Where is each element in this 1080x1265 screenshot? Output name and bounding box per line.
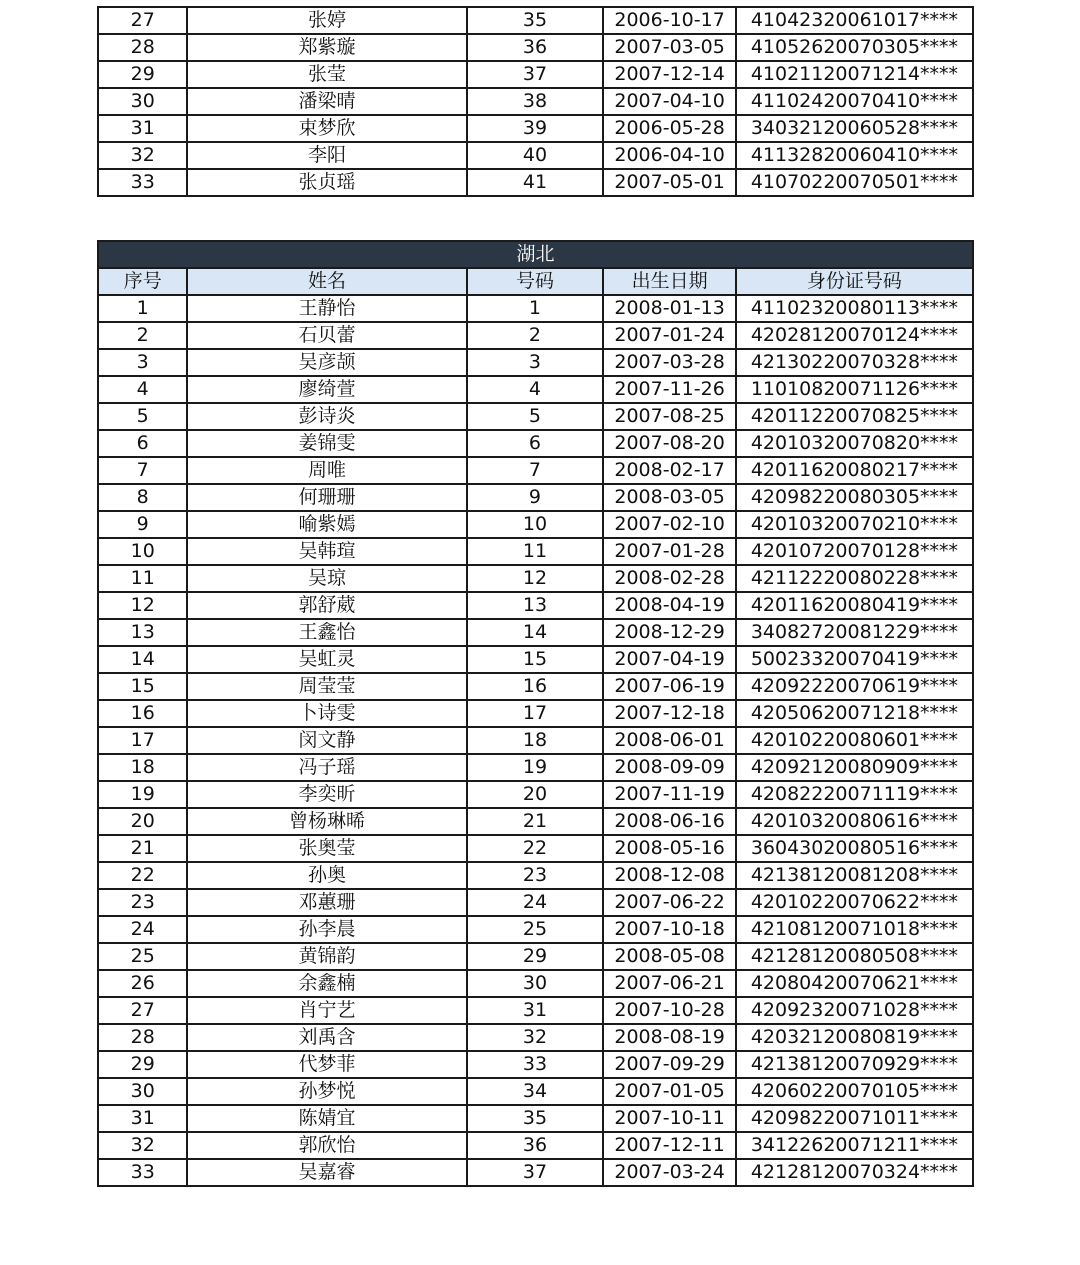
table-row xyxy=(98,1051,973,1078)
cell-birth-date: 2008-05-16 xyxy=(603,835,736,862)
cell-number: 12 xyxy=(467,565,604,592)
cell-name: 吴嘉睿 xyxy=(187,1159,466,1186)
cell-id-number: 42010220080601**** xyxy=(736,727,973,754)
cell-number: 37 xyxy=(467,1159,604,1186)
table-row xyxy=(98,7,973,34)
cell-name: 余鑫楠 xyxy=(187,970,466,997)
cell-id-number: 42130220070328**** xyxy=(736,349,973,376)
cell-id-number: 34122620071211**** xyxy=(736,1132,973,1159)
cell-birth-date: 2007-10-11 xyxy=(603,1105,736,1132)
cell-id-number: 42092220070619**** xyxy=(736,673,973,700)
cell-birth-date: 2006-10-17 xyxy=(603,7,736,34)
cell-id-number: 41042320061017**** xyxy=(736,7,973,34)
cell-seq: 21 xyxy=(98,835,187,862)
cell-number: 32 xyxy=(467,1024,604,1051)
cell-name: 刘禹含 xyxy=(187,1024,466,1051)
cell-name: 吴琼 xyxy=(187,565,466,592)
cell-seq: 11 xyxy=(98,565,187,592)
cell-id-number: 42080420070621**** xyxy=(736,970,973,997)
cell-number: 7 xyxy=(467,457,604,484)
table-row xyxy=(98,673,973,700)
cell-birth-date: 2007-10-18 xyxy=(603,916,736,943)
table-row xyxy=(98,997,973,1024)
cell-id-number: 41021120071214**** xyxy=(736,61,973,88)
cell-birth-date: 2007-03-24 xyxy=(603,1159,736,1186)
table-row xyxy=(98,565,973,592)
cell-seq: 31 xyxy=(98,1105,187,1132)
cell-number: 17 xyxy=(467,700,604,727)
cell-number: 33 xyxy=(467,1051,604,1078)
cell-number: 41 xyxy=(467,169,604,196)
table-row xyxy=(98,781,973,808)
cell-id-number: 42092120080909**** xyxy=(736,754,973,781)
cell-seq: 9 xyxy=(98,511,187,538)
region-title-row xyxy=(98,241,973,268)
cell-seq: 30 xyxy=(98,1078,187,1105)
cell-name: 周唯 xyxy=(187,457,466,484)
cell-id-number: 42128120070324**** xyxy=(736,1159,973,1186)
cell-birth-date: 2007-12-18 xyxy=(603,700,736,727)
table-row xyxy=(98,457,973,484)
cell-name: 潘梁晴 xyxy=(187,88,466,115)
cell-birth-date: 2007-04-10 xyxy=(603,88,736,115)
cell-name: 郭舒葳 xyxy=(187,592,466,619)
cell-id-number: 42011620080217**** xyxy=(736,457,973,484)
header-birth-date: 出生日期 xyxy=(603,268,736,295)
cell-birth-date: 2008-09-09 xyxy=(603,754,736,781)
cell-birth-date: 2008-04-19 xyxy=(603,592,736,619)
header-name: 姓名 xyxy=(187,268,466,295)
cell-id-number: 34032120060528**** xyxy=(736,115,973,142)
cell-seq: 16 xyxy=(98,700,187,727)
cell-name: 张婷 xyxy=(187,7,466,34)
cell-birth-date: 2007-11-19 xyxy=(603,781,736,808)
table-row xyxy=(98,349,973,376)
cell-name: 代梦菲 xyxy=(187,1051,466,1078)
table-row xyxy=(98,295,973,322)
cell-name: 王静怡 xyxy=(187,295,466,322)
cell-birth-date: 2007-12-11 xyxy=(603,1132,736,1159)
cell-seq: 23 xyxy=(98,889,187,916)
cell-name: 廖绮萱 xyxy=(187,376,466,403)
cell-number: 34 xyxy=(467,1078,604,1105)
cell-number: 14 xyxy=(467,619,604,646)
cell-birth-date: 2007-06-22 xyxy=(603,889,736,916)
cell-id-number: 42010720070128**** xyxy=(736,538,973,565)
cell-birth-date: 2007-12-14 xyxy=(603,61,736,88)
table-row xyxy=(98,34,973,61)
table-row xyxy=(98,889,973,916)
cell-birth-date: 2007-01-24 xyxy=(603,322,736,349)
cell-seq: 27 xyxy=(98,997,187,1024)
previous-team-rows xyxy=(98,7,973,196)
cell-birth-date: 2007-01-05 xyxy=(603,1078,736,1105)
table-row xyxy=(98,538,973,565)
cell-birth-date: 2006-04-10 xyxy=(603,142,736,169)
cell-id-number: 42092320071028**** xyxy=(736,997,973,1024)
cell-birth-date: 2006-05-28 xyxy=(603,115,736,142)
cell-seq: 29 xyxy=(98,1051,187,1078)
cell-number: 22 xyxy=(467,835,604,862)
table-row xyxy=(98,322,973,349)
table-row xyxy=(98,754,973,781)
cell-seq: 28 xyxy=(98,34,187,61)
cell-name: 张贞瑶 xyxy=(187,169,466,196)
cell-birth-date: 2007-02-10 xyxy=(603,511,736,538)
cell-number: 35 xyxy=(467,7,604,34)
cell-seq: 1 xyxy=(98,295,187,322)
cell-name: 何珊珊 xyxy=(187,484,466,511)
hubei-team-rows xyxy=(98,295,973,1186)
header-seq: 序号 xyxy=(98,268,187,295)
cell-number: 18 xyxy=(467,727,604,754)
cell-number: 4 xyxy=(467,376,604,403)
cell-id-number: 42138120070929**** xyxy=(736,1051,973,1078)
cell-id-number: 42138120081208**** xyxy=(736,862,973,889)
cell-seq: 33 xyxy=(98,169,187,196)
cell-number: 15 xyxy=(467,646,604,673)
cell-number: 10 xyxy=(467,511,604,538)
cell-name: 吴韩瑄 xyxy=(187,538,466,565)
cell-seq: 18 xyxy=(98,754,187,781)
cell-id-number: 42010320080616**** xyxy=(736,808,973,835)
table-row xyxy=(98,61,973,88)
table-row xyxy=(98,115,973,142)
table-row xyxy=(98,430,973,457)
table-row xyxy=(98,700,973,727)
cell-id-number: 42112220080228**** xyxy=(736,565,973,592)
region-title: 湖北 xyxy=(98,241,973,268)
cell-seq: 3 xyxy=(98,349,187,376)
cell-seq: 32 xyxy=(98,1132,187,1159)
cell-number: 5 xyxy=(467,403,604,430)
cell-seq: 19 xyxy=(98,781,187,808)
table-row xyxy=(98,1078,973,1105)
table-row xyxy=(98,619,973,646)
cell-name: 喻紫嫣 xyxy=(187,511,466,538)
cell-id-number: 42032120080819**** xyxy=(736,1024,973,1051)
cell-seq: 4 xyxy=(98,376,187,403)
cell-id-number: 34082720081229**** xyxy=(736,619,973,646)
cell-name: 孙梦悦 xyxy=(187,1078,466,1105)
cell-name: 闵文静 xyxy=(187,727,466,754)
cell-number: 37 xyxy=(467,61,604,88)
cell-id-number: 42050620071218**** xyxy=(736,700,973,727)
cell-id-number: 50023320070419**** xyxy=(736,646,973,673)
cell-name: 陈婧宜 xyxy=(187,1105,466,1132)
cell-seq: 7 xyxy=(98,457,187,484)
cell-number: 6 xyxy=(467,430,604,457)
cell-birth-date: 2007-11-26 xyxy=(603,376,736,403)
cell-seq: 12 xyxy=(98,592,187,619)
cell-birth-date: 2007-10-28 xyxy=(603,997,736,1024)
table-row xyxy=(98,970,973,997)
cell-number: 40 xyxy=(467,142,604,169)
cell-number: 9 xyxy=(467,484,604,511)
previous-team-table xyxy=(97,6,974,197)
table-row xyxy=(98,142,973,169)
cell-number: 25 xyxy=(467,916,604,943)
cell-seq: 24 xyxy=(98,916,187,943)
table-row xyxy=(98,88,973,115)
cell-number: 38 xyxy=(467,88,604,115)
cell-birth-date: 2007-06-19 xyxy=(603,673,736,700)
cell-name: 吴虹灵 xyxy=(187,646,466,673)
cell-seq: 5 xyxy=(98,403,187,430)
table-row xyxy=(98,1159,973,1186)
cell-number: 16 xyxy=(467,673,604,700)
cell-name: 张奥莹 xyxy=(187,835,466,862)
cell-id-number: 41102320080113**** xyxy=(736,295,973,322)
cell-number: 21 xyxy=(467,808,604,835)
cell-seq: 32 xyxy=(98,142,187,169)
cell-id-number: 42060220070105**** xyxy=(736,1078,973,1105)
cell-birth-date: 2008-05-08 xyxy=(603,943,736,970)
cell-number: 2 xyxy=(467,322,604,349)
cell-name: 石贝蕾 xyxy=(187,322,466,349)
cell-name: 吴彦颉 xyxy=(187,349,466,376)
cell-name: 肖宁艺 xyxy=(187,997,466,1024)
cell-name: 张莹 xyxy=(187,61,466,88)
table-row xyxy=(98,1105,973,1132)
header-number: 号码 xyxy=(467,268,604,295)
table-row xyxy=(98,376,973,403)
hubei-team-table xyxy=(97,240,974,1187)
cell-name: 黄锦韵 xyxy=(187,943,466,970)
cell-number: 3 xyxy=(467,349,604,376)
cell-name: 王鑫怡 xyxy=(187,619,466,646)
table-row xyxy=(98,835,973,862)
table-row xyxy=(98,916,973,943)
cell-number: 19 xyxy=(467,754,604,781)
cell-number: 1 xyxy=(467,295,604,322)
cell-id-number: 42010220070622**** xyxy=(736,889,973,916)
cell-id-number: 42098220080305**** xyxy=(736,484,973,511)
table-row xyxy=(98,646,973,673)
cell-id-number: 41070220070501**** xyxy=(736,169,973,196)
cell-name: 郭欣怡 xyxy=(187,1132,466,1159)
cell-birth-date: 2007-08-20 xyxy=(603,430,736,457)
cell-name: 冯子瑶 xyxy=(187,754,466,781)
header-id-number: 身份证号码 xyxy=(736,268,973,295)
cell-name: 卜诗雯 xyxy=(187,700,466,727)
cell-name: 姜锦雯 xyxy=(187,430,466,457)
cell-seq: 33 xyxy=(98,1159,187,1186)
cell-birth-date: 2007-09-29 xyxy=(603,1051,736,1078)
table-row xyxy=(98,1132,973,1159)
cell-birth-date: 2007-08-25 xyxy=(603,403,736,430)
column-header-row xyxy=(98,268,973,295)
cell-birth-date: 2007-03-05 xyxy=(603,34,736,61)
cell-birth-date: 2007-05-01 xyxy=(603,169,736,196)
cell-number: 13 xyxy=(467,592,604,619)
cell-birth-date: 2008-06-01 xyxy=(603,727,736,754)
cell-name: 周莹莹 xyxy=(187,673,466,700)
cell-seq: 25 xyxy=(98,943,187,970)
cell-birth-date: 2007-01-28 xyxy=(603,538,736,565)
table-row xyxy=(98,1024,973,1051)
cell-seq: 27 xyxy=(98,7,187,34)
cell-birth-date: 2008-01-13 xyxy=(603,295,736,322)
cell-birth-date: 2008-12-29 xyxy=(603,619,736,646)
cell-number: 35 xyxy=(467,1105,604,1132)
cell-id-number: 42011220070825**** xyxy=(736,403,973,430)
cell-id-number: 42028120070124**** xyxy=(736,322,973,349)
cell-seq: 26 xyxy=(98,970,187,997)
cell-number: 23 xyxy=(467,862,604,889)
cell-seq: 20 xyxy=(98,808,187,835)
table-row xyxy=(98,808,973,835)
cell-number: 39 xyxy=(467,115,604,142)
cell-name: 孙李晨 xyxy=(187,916,466,943)
cell-seq: 17 xyxy=(98,727,187,754)
cell-id-number: 11010820071126**** xyxy=(736,376,973,403)
cell-id-number: 42011620080419**** xyxy=(736,592,973,619)
cell-birth-date: 2007-06-21 xyxy=(603,970,736,997)
cell-birth-date: 2007-04-19 xyxy=(603,646,736,673)
cell-number: 11 xyxy=(467,538,604,565)
cell-seq: 30 xyxy=(98,88,187,115)
cell-seq: 8 xyxy=(98,484,187,511)
cell-birth-date: 2008-06-16 xyxy=(603,808,736,835)
cell-seq: 13 xyxy=(98,619,187,646)
cell-birth-date: 2008-03-05 xyxy=(603,484,736,511)
cell-id-number: 42082220071119**** xyxy=(736,781,973,808)
cell-name: 李阳 xyxy=(187,142,466,169)
cell-birth-date: 2008-02-17 xyxy=(603,457,736,484)
table-row xyxy=(98,727,973,754)
cell-id-number: 42098220071011**** xyxy=(736,1105,973,1132)
cell-id-number: 41102420070410**** xyxy=(736,88,973,115)
table-row xyxy=(98,403,973,430)
table-row xyxy=(98,943,973,970)
cell-id-number: 42128120080508**** xyxy=(736,943,973,970)
cell-id-number: 42108120071018**** xyxy=(736,916,973,943)
cell-number: 29 xyxy=(467,943,604,970)
cell-number: 36 xyxy=(467,34,604,61)
cell-name: 邓蕙珊 xyxy=(187,889,466,916)
cell-number: 30 xyxy=(467,970,604,997)
cell-id-number: 41052620070305**** xyxy=(736,34,973,61)
cell-seq: 10 xyxy=(98,538,187,565)
cell-seq: 28 xyxy=(98,1024,187,1051)
cell-name: 郑紫璇 xyxy=(187,34,466,61)
table-row xyxy=(98,484,973,511)
cell-id-number: 42010320070210**** xyxy=(736,511,973,538)
table-row xyxy=(98,169,973,196)
cell-seq: 14 xyxy=(98,646,187,673)
cell-name: 彭诗炎 xyxy=(187,403,466,430)
cell-birth-date: 2007-03-28 xyxy=(603,349,736,376)
cell-seq: 31 xyxy=(98,115,187,142)
cell-name: 曾杨琳晞 xyxy=(187,808,466,835)
cell-number: 20 xyxy=(467,781,604,808)
cell-seq: 22 xyxy=(98,862,187,889)
cell-name: 束梦欣 xyxy=(187,115,466,142)
table-row xyxy=(98,862,973,889)
cell-birth-date: 2008-02-28 xyxy=(603,565,736,592)
table-row xyxy=(98,592,973,619)
cell-number: 24 xyxy=(467,889,604,916)
cell-seq: 6 xyxy=(98,430,187,457)
cell-seq: 29 xyxy=(98,61,187,88)
cell-name: 李奕昕 xyxy=(187,781,466,808)
cell-id-number: 41132820060410**** xyxy=(736,142,973,169)
cell-birth-date: 2008-08-19 xyxy=(603,1024,736,1051)
cell-seq: 15 xyxy=(98,673,187,700)
cell-number: 31 xyxy=(467,997,604,1024)
cell-seq: 2 xyxy=(98,322,187,349)
table-row xyxy=(98,511,973,538)
cell-id-number: 36043020080516**** xyxy=(736,835,973,862)
cell-number: 36 xyxy=(467,1132,604,1159)
cell-id-number: 42010320070820**** xyxy=(736,430,973,457)
cell-birth-date: 2008-12-08 xyxy=(603,862,736,889)
cell-name: 孙奥 xyxy=(187,862,466,889)
